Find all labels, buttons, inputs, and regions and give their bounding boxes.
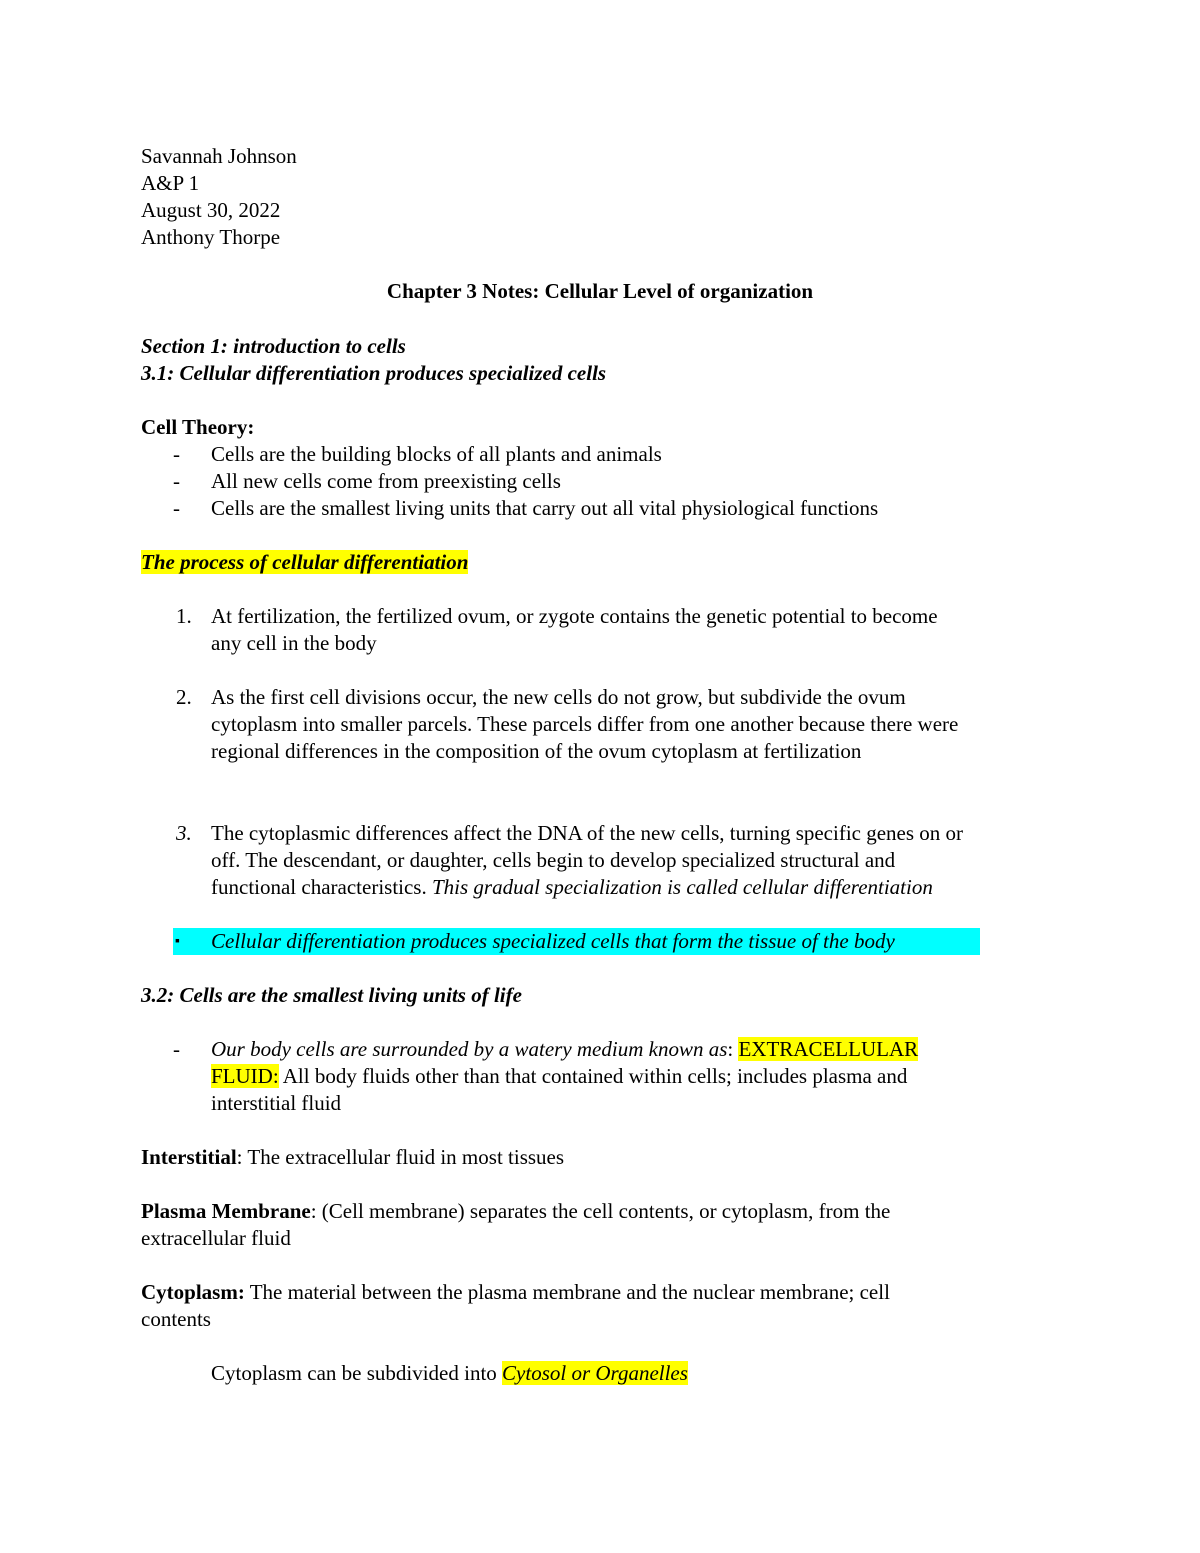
item-text-line: off. The descendant, or daughter, cells begin to develop specialized structural and: [211, 848, 896, 872]
list-bullet: -: [173, 496, 180, 520]
item-text-line: regional differences in the composition of the ovum cytoplasm at fertilization: [211, 739, 862, 763]
term-label: Cytoplasm:: [141, 1280, 245, 1304]
square-bullet: ▪: [175, 934, 180, 949]
colon-text: :: [727, 1037, 739, 1061]
student-name: Savannah Johnson: [141, 144, 297, 168]
term-plasma-membrane: [141, 1198, 890, 1225]
date: August 30, 2022: [141, 198, 281, 222]
term-cytoplasm: [141, 1279, 890, 1306]
page-title: Chapter 3 Notes: Cellular Level of organization: [386, 279, 814, 303]
item-text-plain: functional characteristics.: [211, 875, 432, 899]
list-bullet: -: [173, 469, 180, 493]
term-definition: : The extracellular fluid in most tissues: [236, 1145, 565, 1169]
item-text-line: cytoplasm into smaller parcels. These parcels differ from one another because there were: [211, 712, 959, 736]
process-heading-text: The process of cellular differentiation: [141, 550, 469, 574]
list-item-text: [211, 1063, 907, 1090]
list-bullet: -: [173, 442, 180, 466]
instructor-name: Anthony Thorpe: [141, 225, 281, 249]
term-highlight: FLUID:: [211, 1064, 279, 1088]
list-bullet: -: [173, 1037, 180, 1061]
subsection-heading: 3.1: Cellular differentiation produces specialized cells: [141, 361, 607, 385]
subdivision-text: Cytoplasm can be subdivided into: [211, 1361, 503, 1385]
list-item-text: Cells are the building blocks of all plants and animals: [211, 442, 662, 466]
item-number: 2.: [176, 685, 192, 709]
item-text-line: The cytoplasmic differences affect the DNA of the new cells, turning specific genes on or: [211, 821, 964, 845]
item-number: 3.: [176, 821, 192, 845]
item-text-italic: This gradual specialization is called cellular differentiation: [431, 875, 933, 899]
item-text-line: At fertilization, the fertilized ovum, or zygote contains the genetic potential to become: [211, 604, 938, 628]
item-text-line: As the first cell divisions occur, the new cells do not grow, but subdivide the ovum: [211, 685, 906, 709]
term-definition: extracellular fluid: [141, 1226, 291, 1250]
list-item-text: Cells are the smallest living units that carry out all vital physiological functions: [211, 496, 879, 520]
cell-theory-heading: Cell Theory:: [141, 415, 255, 439]
definition-text: interstitial fluid: [211, 1091, 342, 1115]
term-highlight: EXTRACELLULAR: [738, 1037, 919, 1061]
section-heading: Section 1: introduction to cells: [141, 334, 406, 358]
item-text-line: any cell in the body: [211, 631, 377, 655]
subdivision-line: [211, 1360, 688, 1387]
term-definition: : (Cell membrane) separates the cell contents, or cytoplasm, from the: [310, 1199, 891, 1223]
term-definition: The material between the plasma membrane and the nuclear membrane; cell: [244, 1280, 890, 1304]
definition-text: All body fluids other than that contained within cells; includes plasma and: [278, 1064, 908, 1088]
term-interstitial: [141, 1144, 564, 1171]
subsection-heading-2: 3.2: Cells are the smallest living units of life: [141, 983, 522, 1007]
list-item-italic: Our body cells are surrounded by a watery medium known as: [211, 1037, 728, 1061]
term-label: Interstitial: [141, 1145, 237, 1169]
item-text-line: [211, 874, 933, 901]
list-item-text: [211, 1036, 918, 1063]
course-name: A&P 1: [141, 171, 200, 195]
term-definition: contents: [141, 1307, 211, 1331]
list-item-text: All new cells come from preexisting cells: [211, 469, 561, 493]
highlight-text: Cellular differentiation produces specialized cells that form the tissue of the body: [211, 929, 895, 953]
subdivision-highlight: Cytosol or Organelles: [502, 1361, 688, 1385]
process-heading: [141, 549, 468, 576]
item-number: 1.: [176, 604, 192, 628]
term-label: Plasma Membrane: [141, 1199, 311, 1223]
